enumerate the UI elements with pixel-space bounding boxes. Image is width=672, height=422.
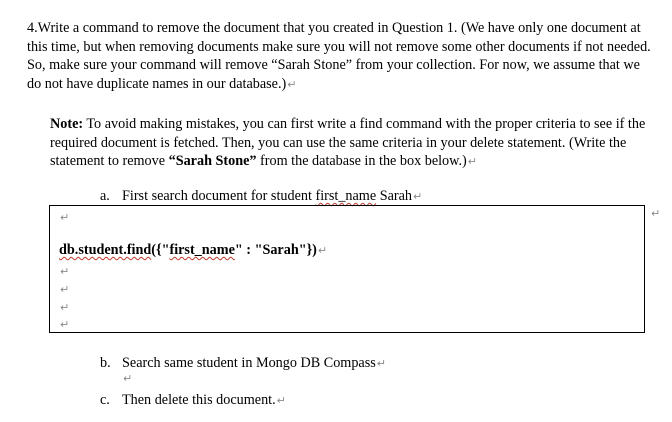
question-body: 4.Write a command to remove the document that you created in Question 1. (We have only one document at this time, but when removing documents make sure you will not remove some other documents if not needed. So, make sure your command will remove “Sarah Stone” from your collection. For now, we assume that we do not have duplicate names in our database.) [27,20,651,92]
note-bold-name: “Sarah Stone” [168,153,257,170]
paragraph-mark-icon: ↵ [376,357,386,370]
list-text-c: Then delete this document. [122,392,276,408]
code-part-2: ({" [151,242,170,258]
paragraph-mark-icon: ↵ [317,244,328,257]
paragraph-mark-icon: ↵ [123,372,133,385]
note-label: Note: [50,116,84,132]
list-text-a-2: Sarah [376,188,412,204]
list-item-b [100,354,386,373]
question-text [27,19,657,94]
list-letter-a: a. [100,188,110,204]
list-letter-b: b. [100,355,111,371]
paragraph-mark-icon: ↵ [60,283,70,296]
paragraph-mark-icon: ↵ [60,211,70,224]
answer-code[interactable] [59,242,327,259]
paragraph-mark-icon: ↵ [276,394,286,407]
list-letter-c: c. [100,392,110,408]
code-part-3: first_name [169,242,235,258]
list-text-a-squiggle: first_name [315,188,377,204]
note-paragraph [50,115,662,172]
list-item-c [100,391,286,410]
note-text-after: from the database in the box below.) [256,153,467,170]
paragraph-mark-icon: ↵ [60,301,70,314]
paragraph-mark-icon: ↵ [413,190,423,203]
code-part-4: " : "Sarah"}) [234,242,317,258]
note-text-before: To avoid making mistakes, you can first write a find command with the proper criteria to see if the required document is fetched. Then, you can use the same criteria in your delete statement. (Write the statement to remove [50,116,646,170]
code-part-1: db.student.find [59,242,152,258]
paragraph-mark-icon: ↵ [287,77,297,91]
paragraph-mark-icon: ↵ [60,318,70,331]
list-item-a [100,187,422,206]
paragraph-mark-icon: ↵ [467,155,477,169]
list-text-b: Search same student in Mongo DB Compass [122,355,376,371]
answer-box[interactable] [49,205,645,333]
paragraph-mark-icon: ↵ [60,265,70,278]
list-text-a-1: First search document for student [122,188,316,204]
paragraph-mark-icon: ↵ [651,207,661,220]
